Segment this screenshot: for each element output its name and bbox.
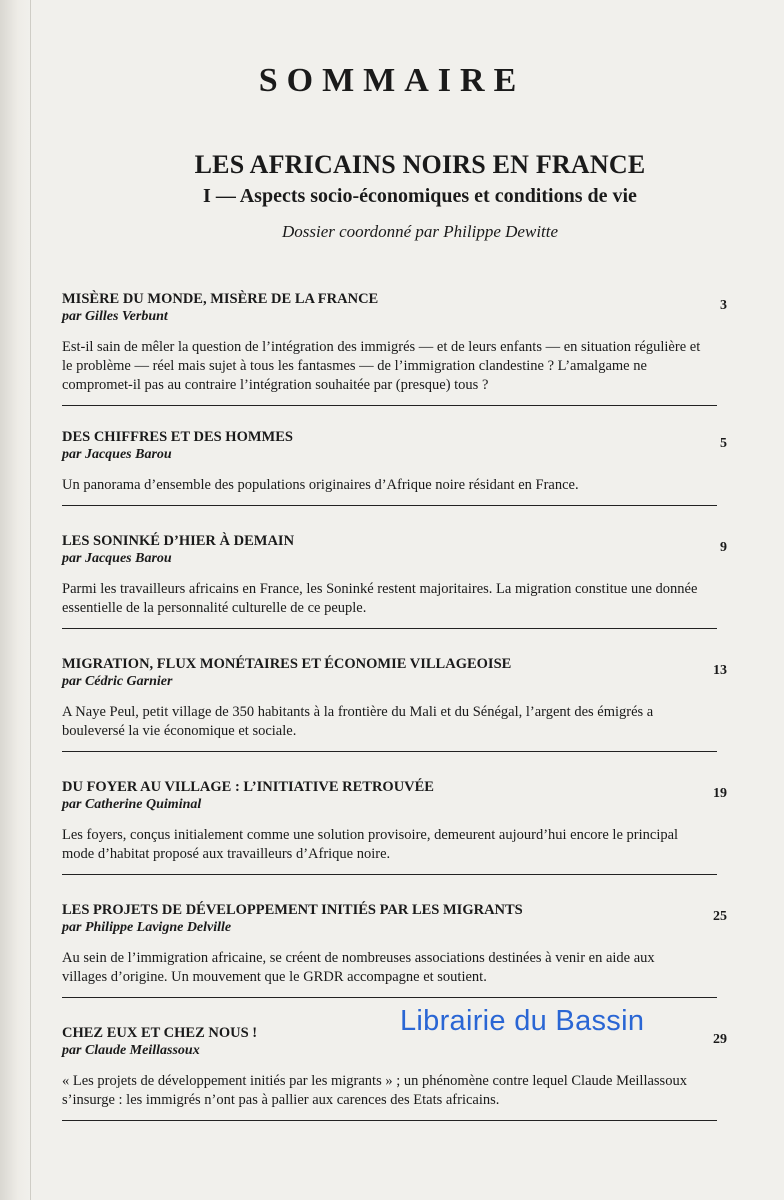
divider-rule (62, 628, 717, 629)
divider-rule (62, 751, 717, 752)
entry-page-number: 3 (720, 298, 727, 313)
entry-description: Parmi les travailleurs africains en France, les Soninké restent majoritaires. La migration constitue une donnée essentielle de la personnalité culturelle de ce peuple. (62, 581, 698, 616)
entry-title: LES PROJETS DE DÉVELOPPEMENT INITIÉS PAR LES MIGRANTS (62, 902, 523, 918)
divider-rule (62, 997, 717, 998)
divider-rule (62, 1120, 717, 1121)
entry-description: Un panorama d’ensemble des populations originaires d’Afrique noire résidant en France. (62, 477, 579, 493)
entry-title: DES CHIFFRES ET DES HOMMES (62, 429, 293, 445)
entry-description: Au sein de l’immigration africaine, se créent de nombreuses associations destinées à venir en aide aux villages d’origine. Un mouvement que le GRDR accompagne et soutient. (62, 950, 655, 985)
toc-entry (62, 532, 727, 629)
divider-rule (62, 505, 717, 506)
dossier-heading: LES AFRICAINS NOIRS EN FRANCE (194, 150, 646, 179)
entry-author: par Cédric Garnier (62, 674, 173, 689)
entry-title: MIGRATION, FLUX MONÉTAIRES ET ÉCONOMIE VILLAGEOISE (62, 656, 512, 672)
entry-page-number: 9 (720, 540, 727, 555)
entry-description: « Les projets de développement initiés par les migrants » ; un phénomène contre lequel Claude Meillassoux s’insurge : les immigrés n’ont pas à pallier aux carences des Etats africains. (62, 1073, 687, 1108)
toc-entry (62, 778, 727, 875)
toc-entry (62, 655, 727, 752)
entry-title: LES SONINKÉ D’HIER À DEMAIN (62, 533, 295, 549)
coordinator-line: Dossier coordonné par Philippe Dewitte (281, 222, 559, 241)
entry-title: MISÈRE DU MONDE, MISÈRE DE LA FRANCE (62, 291, 379, 307)
entry-author: par Gilles Verbunt (62, 309, 168, 324)
page-title: SOMMAIRE (258, 62, 526, 99)
toc-entry (62, 901, 727, 998)
toc-entry (62, 428, 727, 506)
entry-author: par Jacques Barou (62, 551, 172, 566)
dossier-subheading: I — Aspects socio-économiques et conditions de vie (203, 185, 637, 207)
toc-entry (62, 1024, 727, 1121)
table-of-contents (62, 290, 727, 1121)
entry-author: par Philippe Lavigne Delville (62, 920, 232, 935)
entry-page-number: 5 (720, 436, 727, 451)
entry-title: CHEZ EUX ET CHEZ NOUS ! (62, 1025, 258, 1041)
entry-author: par Jacques Barou (62, 447, 172, 462)
entry-author: par Catherine Quiminal (62, 797, 202, 812)
bookseller-watermark: Librairie du Bassin (400, 1005, 645, 1037)
entry-description: A Naye Peul, petit village de 350 habitants à la frontière du Mali et du Sénégal, l’argent des émigrés a bouleversé la vie économique et sociale. (62, 704, 654, 739)
entry-author: par Claude Meillassoux (62, 1043, 200, 1058)
page-binding (0, 0, 31, 1200)
entry-description: Les foyers, conçus initialement comme une solution provisoire, demeurent aujourd’hui encore le principal mode d’habitat proposé aux travailleurs d’Afrique noire. (62, 827, 679, 862)
entry-description: Est-il sain de mêler la question de l’intégration des immigrés — et de leurs enfants — en situation régulière et le problème — réel mais sujet à tous les fantasmes — de l’immigration clandestine ? L’amalgame ne compromet-il pas au contraire l’intégration souhaitée par (presque) tous ? (62, 339, 701, 393)
entry-page-number: 13 (713, 663, 727, 678)
entry-page-number: 29 (713, 1032, 727, 1047)
entry-title: DU FOYER AU VILLAGE : L’INITIATIVE RETROUVÉE (62, 779, 434, 795)
divider-rule (62, 874, 717, 875)
entry-page-number: 25 (713, 909, 727, 924)
divider-rule (62, 405, 717, 406)
entry-page-number: 19 (713, 786, 727, 801)
toc-entry (62, 290, 727, 406)
